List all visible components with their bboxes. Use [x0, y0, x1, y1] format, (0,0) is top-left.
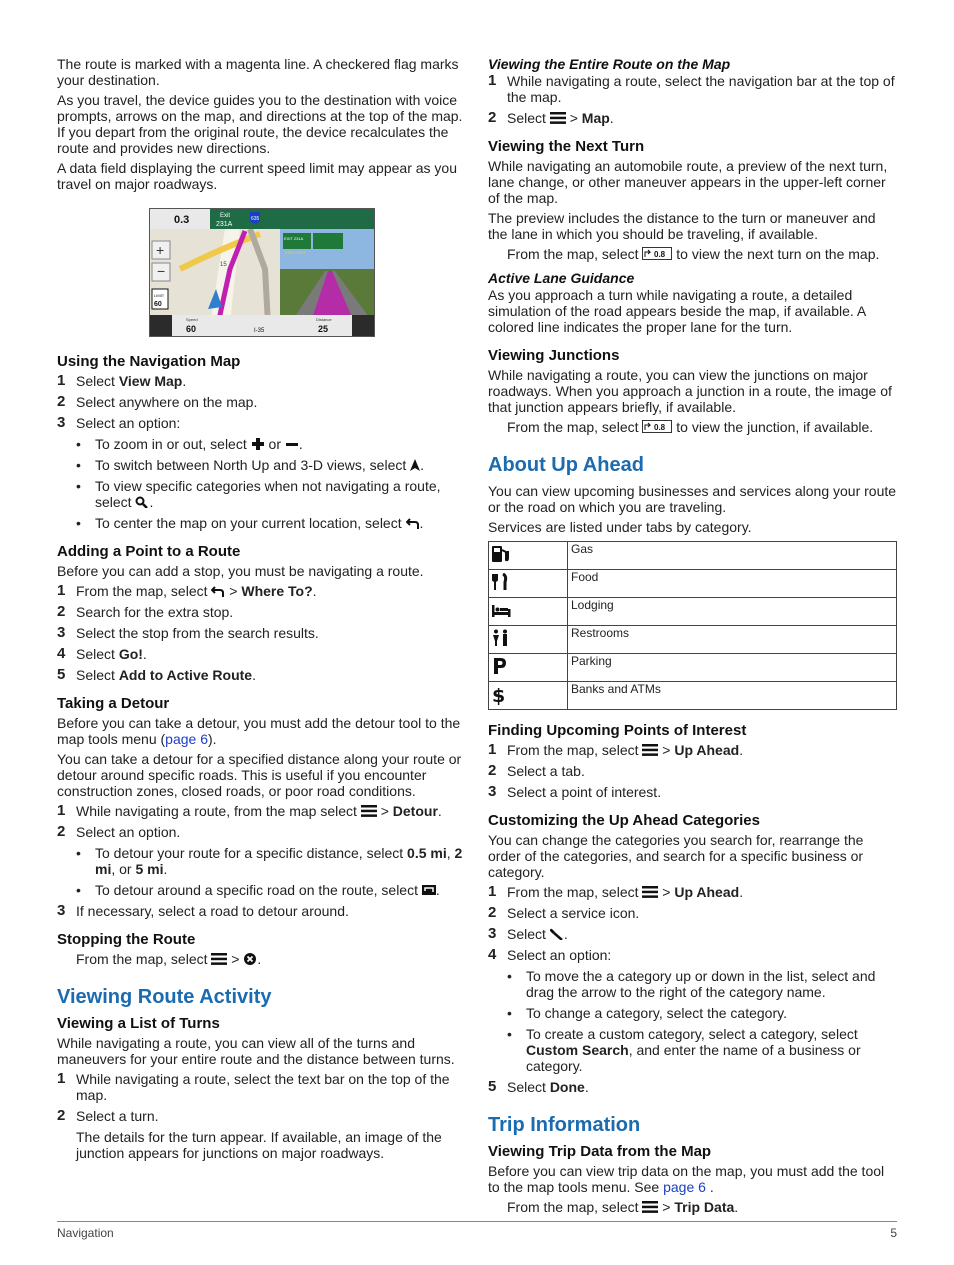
svg-text:EXIT 231A: EXIT 231A	[284, 236, 304, 241]
paragraph: The preview includes the distance to the turn or maneuver and the lane in which you should be traveling, if available.	[488, 210, 876, 242]
svg-text:EXIT ONLY: EXIT ONLY	[285, 250, 306, 255]
section-title-trip-information: Trip Information	[488, 1114, 641, 1136]
table-row	[489, 570, 897, 598]
restrooms-icon	[491, 629, 511, 647]
step-4: 4 Select Go!.	[57, 645, 147, 662]
left-column	[57, 56, 467, 1165]
wrench-icon	[550, 928, 564, 940]
step-2: 2 Search for the extra stop.	[57, 603, 234, 620]
paragraph: The details for the turn appear. If available, an image of the junction appears for junctions on major roadways.	[76, 1129, 442, 1161]
option-center-map: • To center the map on your current location, select .	[76, 515, 424, 531]
paragraph: Services are listed under tabs by category.	[488, 519, 752, 535]
option-view-toggle: • To switch between North Up and 3-D views, select .	[76, 457, 425, 473]
intro-paragraph: As you travel, the device guides you to the destination with voice prompts, arrows on the map, and directions at the top of the map. If you depart from the original route, the device recalculates the route and provides new directions.	[57, 92, 463, 156]
option-move-category: • To move the a category up or down in the list, select and drag the arrow to the right of the category name.	[507, 968, 876, 1000]
paragraph: Before you can view trip data on the map, you must add the tool to the map tools menu. See page 6 .	[488, 1163, 885, 1195]
menu-icon	[642, 1201, 658, 1213]
page-link[interactable]: page 6	[663, 1179, 706, 1195]
svg-text:231A: 231A	[216, 221, 233, 228]
section-title-up-ahead: About Up Ahead	[488, 454, 644, 476]
step-4: 4 Select an option:	[488, 946, 612, 963]
heading-taking-detour: Taking a Detour	[57, 695, 170, 712]
step-1: 1 From the map, select > Up Ahead.	[488, 741, 744, 758]
svg-text:0.3: 0.3	[174, 214, 190, 226]
option-distance-detour: • To detour your route for a specific distance, select 0.5 mi, 2 mi, or 5 mi.	[76, 845, 463, 877]
heading-list-of-turns: Viewing a List of Turns	[57, 1015, 220, 1032]
food-icon	[491, 573, 511, 591]
stop-icon	[243, 953, 257, 965]
menu-icon	[361, 805, 377, 817]
paragraph: You can view upcoming businesses and services along your route or the road on which you are traveling.	[488, 483, 897, 515]
page-link[interactable]: page 6	[165, 731, 208, 747]
gas-icon	[491, 545, 511, 563]
svg-text:$: $	[492, 685, 506, 705]
option-categories: • To view specific categories when not navigating a route, select .	[76, 478, 441, 510]
heading-junctions: Viewing Junctions	[488, 347, 620, 364]
heading-customizing: Customizing the Up Ahead Categories	[488, 812, 760, 829]
step-3: 3 Select an option:	[57, 414, 181, 431]
svg-text:25: 25	[318, 324, 329, 334]
step-3: 3 Select a point of interest.	[488, 783, 662, 800]
svg-text:0.8: 0.8	[654, 250, 666, 259]
step-2: 2 Select a tab.	[488, 762, 585, 779]
heading-stopping-route: Stopping the Route	[57, 931, 196, 948]
step-3: 3 Select the stop from the search results.	[57, 624, 319, 641]
paragraph: From the map, select > Trip Data.	[507, 1199, 739, 1215]
step-3: 3 If necessary, select a road to detour around.	[57, 902, 349, 919]
svg-text:60: 60	[186, 324, 197, 334]
step-1: 1 While navigating a route, select the text bar on the top of the map.	[57, 1070, 450, 1103]
paragraph: From the map, select 0.8 to view the junction, if available.	[507, 419, 874, 435]
svg-text:LIMIT: LIMIT	[154, 293, 165, 298]
services-table	[488, 541, 897, 710]
svg-text:0.8: 0.8	[654, 423, 666, 432]
svg-text:+: +	[156, 242, 165, 258]
paragraph: Before you can take a detour, you must add the detour tool to the map tools menu (page 6).	[57, 715, 461, 747]
lodging-icon	[491, 601, 511, 619]
svg-text:−: −	[157, 263, 166, 279]
option-custom-category: • To create a custom category, select a category, select Custom Search, and enter the name of a business or category.	[507, 1026, 861, 1074]
svg-text:60: 60	[154, 301, 162, 308]
step-2: 2 Select an option.	[57, 823, 181, 840]
menu-icon	[642, 744, 658, 756]
minus-icon	[285, 438, 299, 450]
service-label: Food	[568, 570, 897, 598]
step-2: 2 Select anywhere on the map.	[57, 393, 258, 410]
paragraph: From the map, select 0.8 to view the next turn on the map.	[507, 246, 880, 262]
paragraph: You can take a detour for a specified distance along your route or detour around specific roads. This is useful if you encounter construction zones, closed roads, or poor road conditions.	[57, 751, 462, 799]
heading-next-turn: Viewing the Next Turn	[488, 138, 645, 155]
step-2: 2 Select a turn.	[57, 1107, 159, 1124]
service-label: Banks and ATMs	[568, 682, 897, 710]
page-footer	[57, 1221, 897, 1241]
heading-entire-route: Viewing the Entire Route on the Map	[488, 56, 731, 72]
step-1: 1 Select View Map.	[57, 372, 187, 389]
banks-icon	[491, 685, 511, 705]
service-label: Restrooms	[568, 626, 897, 654]
svg-text:Exit: Exit	[220, 213, 231, 219]
search-icon	[135, 496, 149, 508]
option-road-detour: • To detour around a specific road on the route, select .	[76, 882, 440, 898]
table-row	[489, 542, 897, 570]
intro-paragraph: The route is marked with a magenta line. A checkered flag marks your destination.	[57, 56, 459, 88]
back-arrow-icon	[211, 585, 225, 597]
heading-using-navigation-map: Using the Navigation Map	[57, 353, 241, 370]
step-2: 2 Select > Map.	[488, 109, 614, 126]
menu-icon	[550, 112, 566, 124]
right-column	[488, 56, 898, 1219]
paragraph: While navigating an automobile route, a preview of the next turn, lane change, or other maneuver appears in the upper-left corner of the map.	[488, 158, 888, 206]
step-1: 1 From the map, select > Where To?.	[57, 582, 317, 599]
service-label: Gas	[568, 542, 897, 570]
step-2: 2 Select a service icon.	[488, 904, 640, 921]
table-row	[489, 626, 897, 654]
page-number: 5	[890, 1226, 897, 1240]
heading-trip-data: Viewing Trip Data from the Map	[488, 1143, 712, 1160]
paragraph: As you approach a turn while navigating a route, a detailed simulation of the road appears beside the map, if available. A colored line indicates the proper lane for the turn.	[488, 287, 866, 335]
section-title-route-activity: Viewing Route Activity	[57, 986, 272, 1008]
next-turn-icon	[642, 247, 672, 260]
svg-text:Distance: Distance	[316, 317, 332, 322]
service-label: Lodging	[568, 598, 897, 626]
svg-text:635: 635	[251, 216, 260, 222]
table-row	[489, 598, 897, 626]
parking-icon	[491, 657, 511, 675]
back-arrow-icon	[406, 517, 420, 529]
heading-adding-point: Adding a Point to a Route	[57, 543, 241, 560]
paragraph: While navigating a route, you can view all of the turns and maneuvers for your entire route and the distance between turns.	[57, 1035, 455, 1067]
menu-icon	[642, 886, 658, 898]
menu-icon	[211, 953, 227, 965]
heading-finding-poi: Finding Upcoming Points of Interest	[488, 722, 747, 739]
heading-lane-guidance: Active Lane Guidance	[488, 270, 635, 286]
service-label: Parking	[568, 654, 897, 682]
table-row	[489, 654, 897, 682]
paragraph: Before you can add a stop, you must be navigating a route.	[57, 563, 424, 579]
intro-paragraph: A data field displaying the current speed limit may appear as you travel on major roadways.	[57, 160, 458, 192]
step-5: 5 Select Add to Active Route.	[57, 666, 256, 683]
paragraph: From the map, select > .	[76, 951, 262, 967]
option-zoom: • To zoom in or out, select or .	[76, 436, 303, 452]
step-5: 5 Select Done.	[488, 1078, 589, 1095]
step-1: 1 From the map, select > Up Ahead.	[488, 883, 744, 900]
step-3: 3 Select .	[488, 925, 568, 942]
step-1: 1 While navigating a route, select the navigation bar at the top of the map.	[488, 72, 895, 105]
next-turn-icon	[642, 420, 672, 433]
navigation-map-screenshot	[149, 208, 375, 337]
svg-text:15: 15	[220, 262, 227, 268]
footer-section: Navigation	[57, 1226, 114, 1240]
option-change-category: • To change a category, select the category.	[507, 1005, 787, 1021]
svg-text:I-35: I-35	[254, 328, 265, 334]
paragraph: You can change the categories you search for, rearrange the order of the categories, and search for a specific business or category.	[488, 832, 864, 880]
svg-text:Speed: Speed	[186, 317, 198, 322]
step-1: 1 While navigating a route, from the map select > Detour.	[57, 802, 442, 819]
detour-icon	[422, 884, 436, 896]
plus-icon	[251, 438, 265, 450]
north-up-arrow-icon	[410, 459, 420, 471]
paragraph: While navigating a route, you can view the junctions on major roadways. When you approach a junction in a route, the image of that junction appears briefly, if available.	[488, 367, 892, 415]
table-row	[489, 682, 897, 710]
